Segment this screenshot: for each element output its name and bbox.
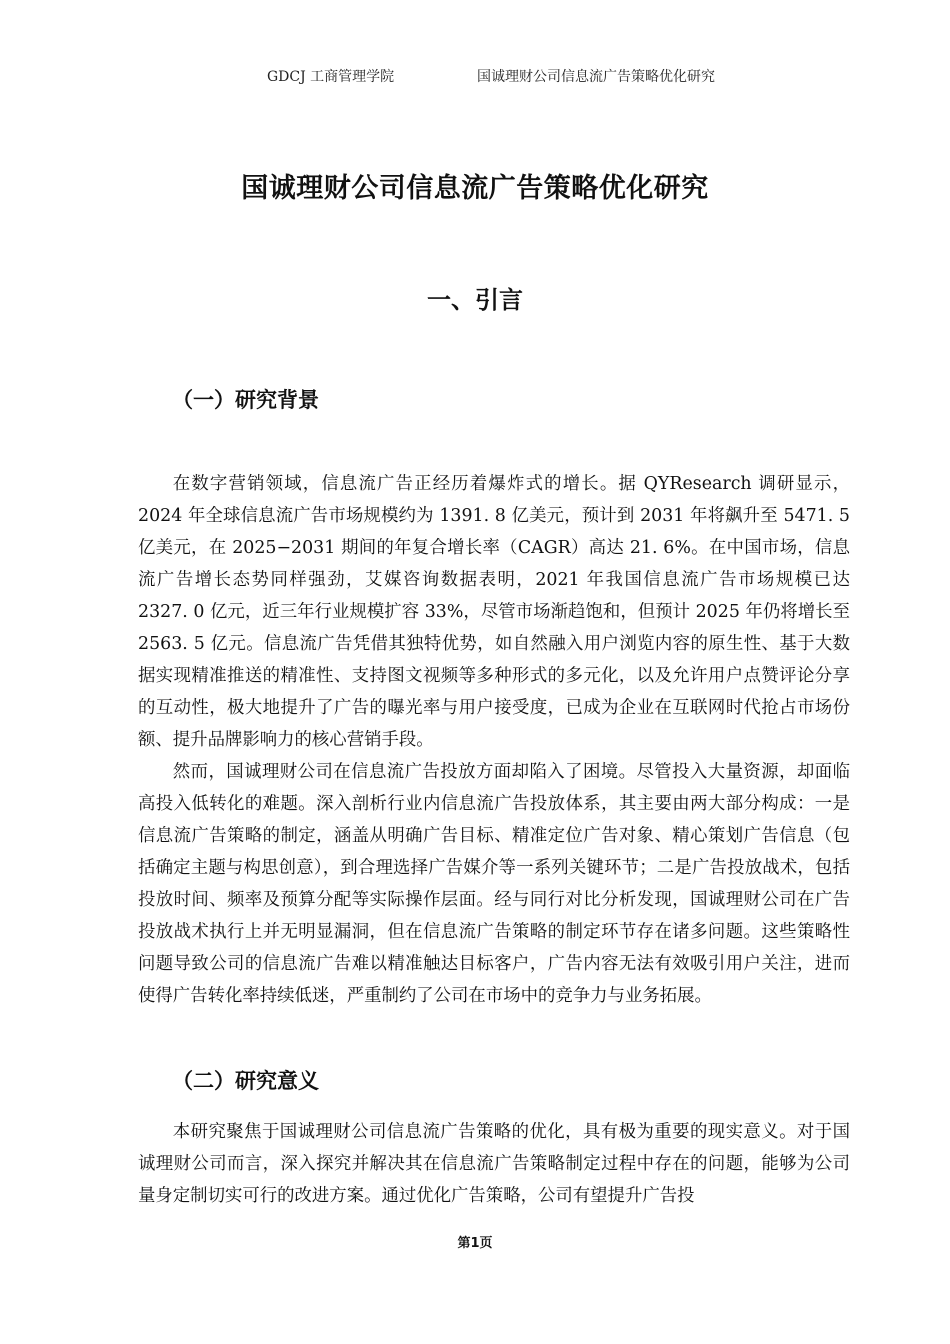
paragraph: 然而，国诚理财公司在信息流广告投放方面却陷入了困境。尽管投入大量资源，却面临高投入低转化的难题。深入剖析行业内信息流广告投放体系，其主要由两大部分构成：一是信息流广告策略的制定，涵盖从明确广告目标、精准定位广告对象、精心策划广告信息（包括确定主题与构思创意），到合理选择广告媒介等一系列关键环节；二是广告投放战术，包括投放时间、频率及预算分配等实际操作层面。经与同行对比分析发现，国诚理财公司在广告投放战术执行上并无明显漏洞，但在信息流广告策略的制定环节存在诸多问题。这些策略性问题导致公司的信息流广告难以精准触达目标客户，广告内容无法有效吸引用户关注，进而使得广告转化率持续低迷，严重制约了公司在市场中的竞争力与业务拓展。: [138, 762, 850, 1006]
background-body: [138, 468, 850, 1012]
subsection-heading-significance: （二）研究意义: [172, 1069, 319, 1093]
section-heading-introduction: 一、引言: [427, 286, 523, 314]
subsection-heading-background: （一）研究背景: [172, 388, 319, 412]
document-title: 国诚理财公司信息流广告策略优化研究: [241, 173, 709, 204]
significance-body: [138, 1116, 850, 1212]
header-paper-title: 国诚理财公司信息流广告策略优化研究: [477, 69, 715, 85]
page-number: 第1页: [457, 1236, 493, 1251]
paragraph: 本研究聚焦于国诚理财公司信息流广告策略的优化，具有极为重要的现实意义。对于国诚理财公司而言，深入探究并解决其在信息流广告策略制定过程中存在的问题，能够为公司量身定制切实可行的改进方案。通过优化广告策略，公司有望提升广告投: [138, 1122, 850, 1206]
header-school: GDCJ 工商管理学院: [267, 69, 395, 85]
paragraph: 在数字营销领域，信息流广告正经历着爆炸式的增长。据 QYResearch 调研显示，2024 年全球信息流广告市场规模约为 1391. 8 亿美元，预计到 2031 年将飙升至 5471. 5 亿美元，在 2025−2031 期间的年复合增长率（CAGR）高达 21. 6%。在中国市场，信息流广告增长态势同样强劲，艾媒咨询数据表明，2021 年我国信息流广告市场规模已达 2327. 0 亿元，近三年行业规模扩容 33%，尽管市场渐趋饱和，但预计 2025 年仍将增长至 2563. 5 亿元。信息流广告凭借其独特优势，如自然融入用户浏览内容的原生性、基于大数据实现精准推送的精准性、支持图文视频等多种形式的多元化，以及允许用户点赞评论分享的互动性，极大地提升了广告的曝光率与用户接受度，已成为企业在互联网时代抢占市场份额、提升品牌影响力的核心营销手段。: [138, 474, 850, 750]
running-header: [0, 66, 950, 88]
